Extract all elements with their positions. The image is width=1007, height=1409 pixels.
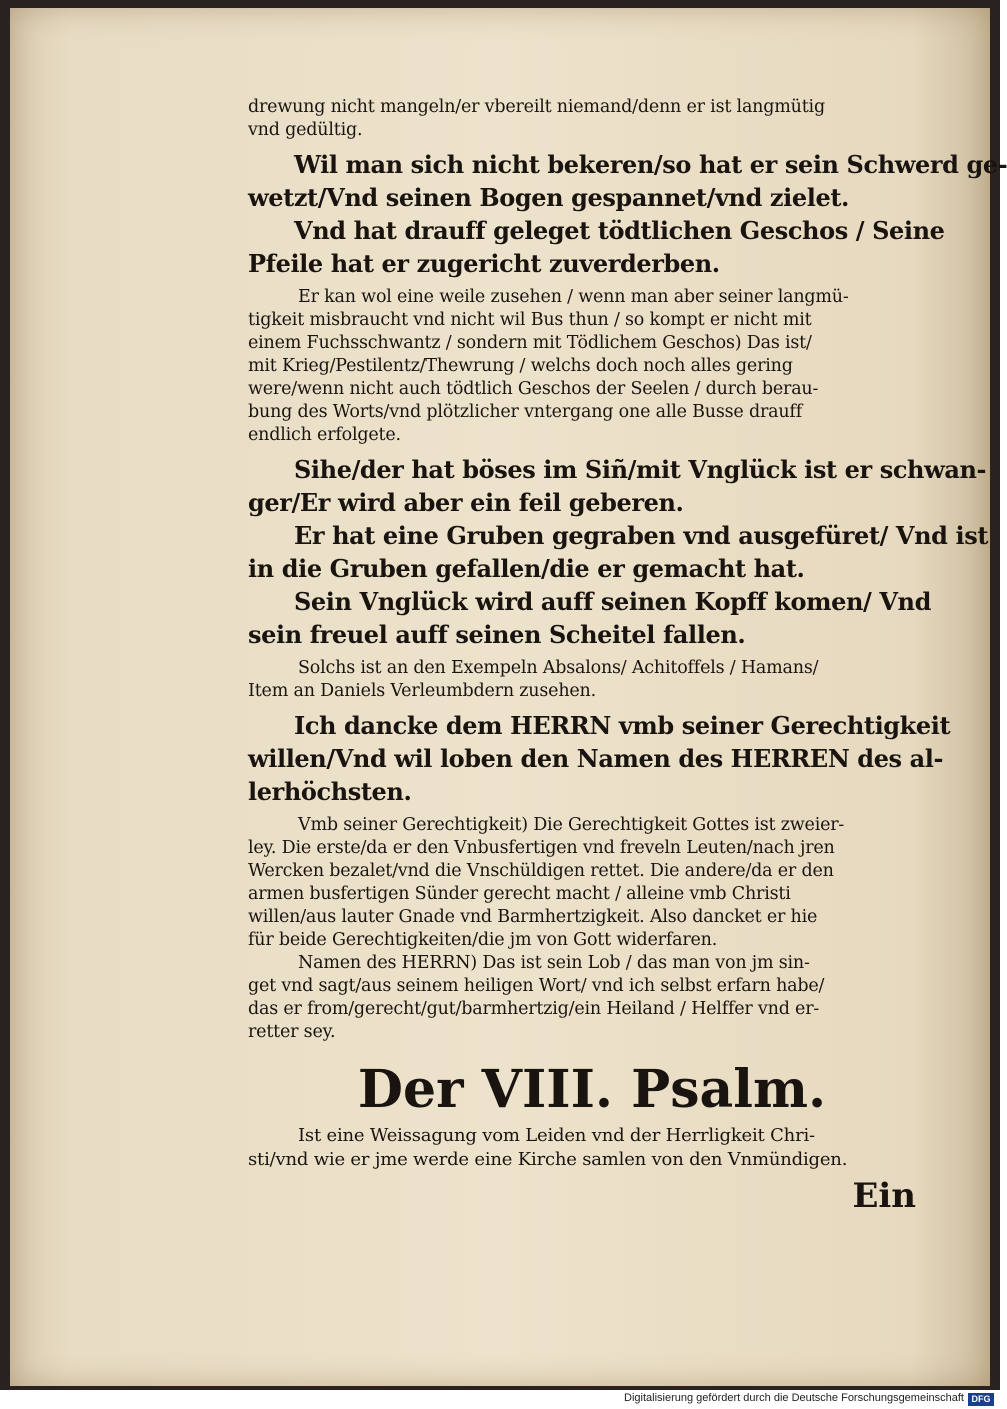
text-line: willen/aus lauter Gnade vnd Barmhertzigkeit. Also dancket er hie [248, 907, 818, 927]
text-line: willen/Vnd wil loben den Namen des HERREN des al- [248, 744, 944, 773]
commentary-2 [248, 286, 916, 447]
text-line: Item an Daniels Verleumbdern zusehen. [248, 681, 596, 701]
verse-7 [248, 148, 1007, 214]
text-line: vnd gedültig. [248, 120, 363, 140]
text-line: retter sey. [248, 1022, 336, 1042]
text-line: were/wenn nicht auch tödtlich Geschos der Seelen / durch berau- [248, 379, 819, 399]
text-line: Vmb seiner Gerechtigkeit) Die Gerechtigkeit Gottes ist zweier- [298, 815, 845, 835]
text-line: Vnd hat drauff geleget tödtlichen Geschos / Seine [294, 216, 945, 245]
text-line: drewung nicht mangeln/er vbereilt niemand/denn er ist langmütig [248, 97, 825, 117]
footer-bar [0, 1391, 1000, 1409]
commentary-3 [248, 657, 916, 703]
commentary-5 [248, 952, 916, 1044]
text-line: in die Gruben gefallen/die er gemacht hat. [248, 554, 805, 583]
text-line: Sihe/der hat böses im Siñ/mit Vnglück ist er schwan- [294, 455, 987, 484]
psalm-intro [248, 1124, 916, 1172]
funding-notice: Digitalisierung gefördert durch die Deutsche Forschungsgemeinschaft [624, 1392, 964, 1404]
text-line: armen busfertigen Sünder gerecht macht / alleine vmb Christi [248, 884, 791, 904]
verse-10 [248, 519, 989, 585]
text-line: ley. Die erste/da er den Vnbusfertigen vnd freveln Leuten/nach jren [248, 838, 835, 858]
verse-8 [248, 214, 945, 280]
text-line: bung des Worts/vnd plötzlicher vntergang one alle Busse drauff [248, 402, 802, 422]
verse-11 [248, 585, 931, 651]
text-line: get vnd sagt/aus seinem heiligen Wort/ vnd ich selbst erfarn habe/ [248, 976, 825, 996]
dfg-logo[interactable]: DFG [968, 1393, 994, 1406]
text-line: für beide Gerechtigkeiten/die jm von Gott widerfaren. [248, 930, 718, 950]
verse-9 [248, 453, 987, 519]
text-line: Solchs ist an den Exempeln Absalons/ Achitoffels / Hamans/ [298, 658, 819, 678]
text-line: endlich erfolgete. [248, 425, 401, 445]
text-line: Pfeile hat er zugericht zuverderben. [248, 249, 720, 278]
text-line: Ist eine Weissagung vom Leiden vnd der Herrligkeit Chri- [298, 1125, 815, 1146]
text-line: Sein Vnglück wird auff seinen Kopff komen/ Vnd [294, 587, 931, 616]
psalm-heading: Der VIII. Psalm. [357, 1059, 827, 1120]
text-line: mit Krieg/Pestilentz/Thewrung / welchs doch noch alles gering [248, 356, 793, 376]
commentary-4 [248, 814, 916, 952]
text-line: Er hat eine Gruben gegraben vnd ausgefüret/ Vnd ist [294, 521, 989, 550]
commentary-top [248, 96, 916, 142]
text-line: ger/Er wird aber ein feil geberen. [248, 488, 684, 517]
text-line: tigkeit misbraucht vnd nicht wil Bus thun / so kompt er nicht mit [248, 310, 812, 330]
text-line: lerhöchsten. [248, 777, 412, 806]
text-line: wetzt/Vnd seinen Bogen gespannet/vnd zielet. [248, 183, 849, 212]
text-line: Wercken bezalet/vnd die Vnschüldigen rettet. Die andere/da er den [248, 861, 834, 881]
text-line: sein freuel auff seinen Scheitel fallen. [248, 620, 746, 649]
text-line: Namen des HERRN) Das ist sein Lob / das man von jm sin- [298, 953, 810, 973]
text-line: einem Fuchsschwantz / sondern mit Tödlichem Geschos) Das ist/ [248, 333, 812, 353]
text-line: sti/vnd wie er jme werde eine Kirche samlen von den Vnmündigen. [248, 1149, 848, 1170]
text-line: Ich dancke dem HERRN vmb seiner Gerechtigkeit [294, 711, 951, 740]
page-text [248, 96, 1007, 1216]
text-line: Er kan wol eine weile zusehen / wenn man aber seiner langmü- [298, 287, 849, 307]
text-line: Wil man sich nicht bekeren/so hat er sein Schwerd ge- [294, 150, 1007, 179]
text-line: das er from/gerecht/gut/barmhertzig/ein Heiland / Helffer vnd er- [248, 999, 820, 1019]
catchword: Ein [852, 1176, 916, 1216]
verse-12 [248, 709, 951, 808]
